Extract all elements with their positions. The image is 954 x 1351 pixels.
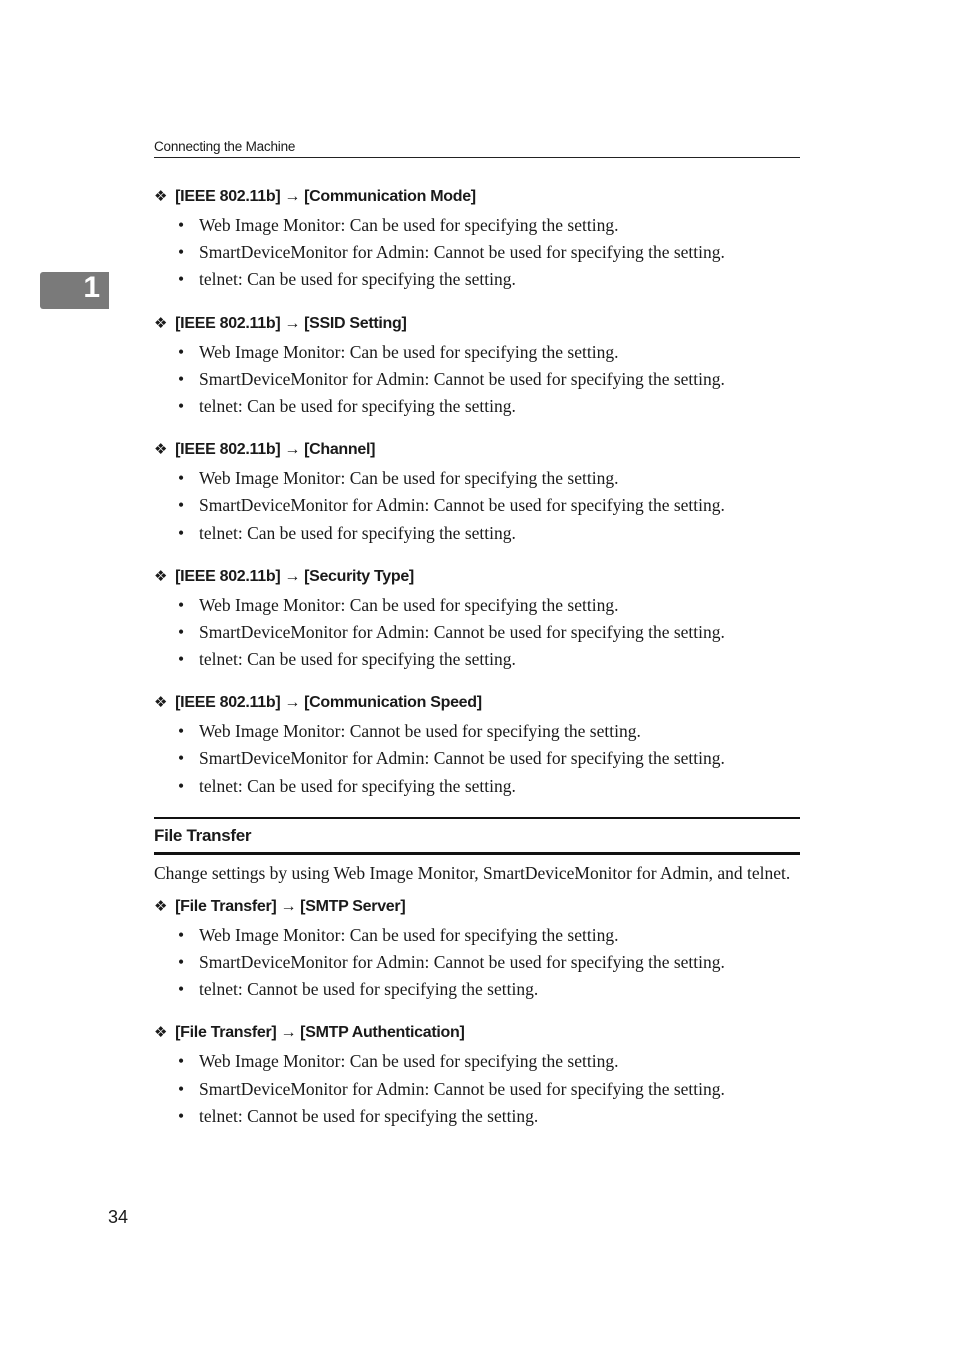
setting-title [154,437,800,463]
page-number: 34 [108,1207,129,1227]
arrow-right-icon: → [280,1024,297,1042]
setting-category: [IEEE 802.11b] [175,314,281,332]
list-item: • SmartDeviceMonitor for Admin: Cannot be used for specifying the setting. [154,949,800,976]
setting-smtp-server [154,894,800,1004]
arrow-right-icon: → [284,441,301,459]
setting-title [154,1020,800,1046]
setting-item: [SMTP Authentication] [300,1024,465,1042]
section-heading-file-transfer: File Transfer [154,817,800,855]
list-item: • Web Image Monitor: Can be used for specifying the setting. [154,465,800,492]
list-item: • SmartDeviceMonitor for Admin: Cannot be used for specifying the setting. [154,492,800,519]
bullet-list [154,212,800,294]
list-item: • SmartDeviceMonitor for Admin: Cannot be used for specifying the setting. [154,1076,800,1103]
setting-title [154,311,800,337]
diamond-icon: ❖ [154,188,168,205]
setting-item: [SSID Setting] [304,314,407,332]
bullet-list [154,1048,800,1130]
setting-communication-mode [154,184,800,294]
list-item: • telnet: Can be used for specifying the setting. [154,393,800,420]
setting-item: [Channel] [304,441,376,459]
bullet-list [154,922,800,1004]
setting-channel [154,437,800,547]
list-item: • Web Image Monitor: Can be used for specifying the setting. [154,922,800,949]
setting-item: [SMTP Server] [300,897,406,915]
list-item: • SmartDeviceMonitor for Admin: Cannot be used for specifying the setting. [154,619,800,646]
arrow-right-icon: → [284,694,301,712]
chapter-tab [40,272,109,309]
setting-category: [IEEE 802.11b] [175,567,281,585]
list-item: • SmartDeviceMonitor for Admin: Cannot be used for specifying the setting. [154,745,800,772]
arrow-right-icon: → [280,897,297,915]
setting-item: [Communication Mode] [304,188,476,205]
diamond-icon: ❖ [154,567,168,585]
list-item: • Web Image Monitor: Can be used for specifying the setting. [154,212,800,239]
list-item: • telnet: Can be used for specifying the setting. [154,520,800,547]
list-item: • SmartDeviceMonitor for Admin: Cannot be used for specifying the setting. [154,366,800,393]
page-content [154,184,800,1147]
section-intro: Change settings by using Web Image Monitor, SmartDeviceMonitor for Admin, and telnet. [154,862,791,883]
setting-security-type [154,564,800,674]
setting-title [154,564,800,590]
setting-category: [File Transfer] [175,897,277,915]
bullet-list [154,592,800,674]
setting-category: [IEEE 802.11b] [175,441,281,459]
list-item: • telnet: Cannot be used for specifying the setting. [154,1103,800,1130]
list-item: • telnet: Can be used for specifying the setting. [154,773,800,800]
chapter-number: 1 [83,271,100,304]
bullet-list [154,339,800,421]
setting-communication-speed [154,690,800,800]
list-item: • telnet: Can be used for specifying the setting. [154,646,800,673]
list-item: • Web Image Monitor: Cannot be used for specifying the setting. [154,718,800,745]
arrow-right-icon: → [284,314,301,332]
diamond-icon: ❖ [154,441,168,459]
list-item: • telnet: Can be used for specifying the setting. [154,266,800,293]
list-item: • Web Image Monitor: Can be used for specifying the setting. [154,339,800,366]
list-item: • Web Image Monitor: Can be used for specifying the setting. [154,1048,800,1075]
arrow-right-icon: → [284,567,301,585]
setting-smtp-authentication [154,1020,800,1130]
list-item: • telnet: Cannot be used for specifying the setting. [154,976,800,1003]
setting-ssid [154,311,800,421]
running-header: Connecting the Machine [154,139,800,158]
diamond-icon: ❖ [154,1024,168,1042]
setting-title [154,894,800,920]
diamond-icon: ❖ [154,694,168,712]
diamond-icon: ❖ [154,897,168,915]
setting-category: [IEEE 802.11b] [175,694,281,712]
setting-item: [Security Type] [304,567,414,585]
setting-title [154,184,800,210]
list-item: • Web Image Monitor: Can be used for specifying the setting. [154,592,800,619]
list-item: • SmartDeviceMonitor for Admin: Cannot be used for specifying the setting. [154,239,800,266]
setting-category: [IEEE 802.11b] [175,188,281,205]
bullet-list [154,465,800,547]
arrow-right-icon: → [284,188,301,205]
bullet-list [154,718,800,800]
setting-category: [File Transfer] [175,1024,277,1042]
diamond-icon: ❖ [154,314,168,332]
setting-title [154,690,800,716]
setting-item: [Communication Speed] [304,694,482,712]
